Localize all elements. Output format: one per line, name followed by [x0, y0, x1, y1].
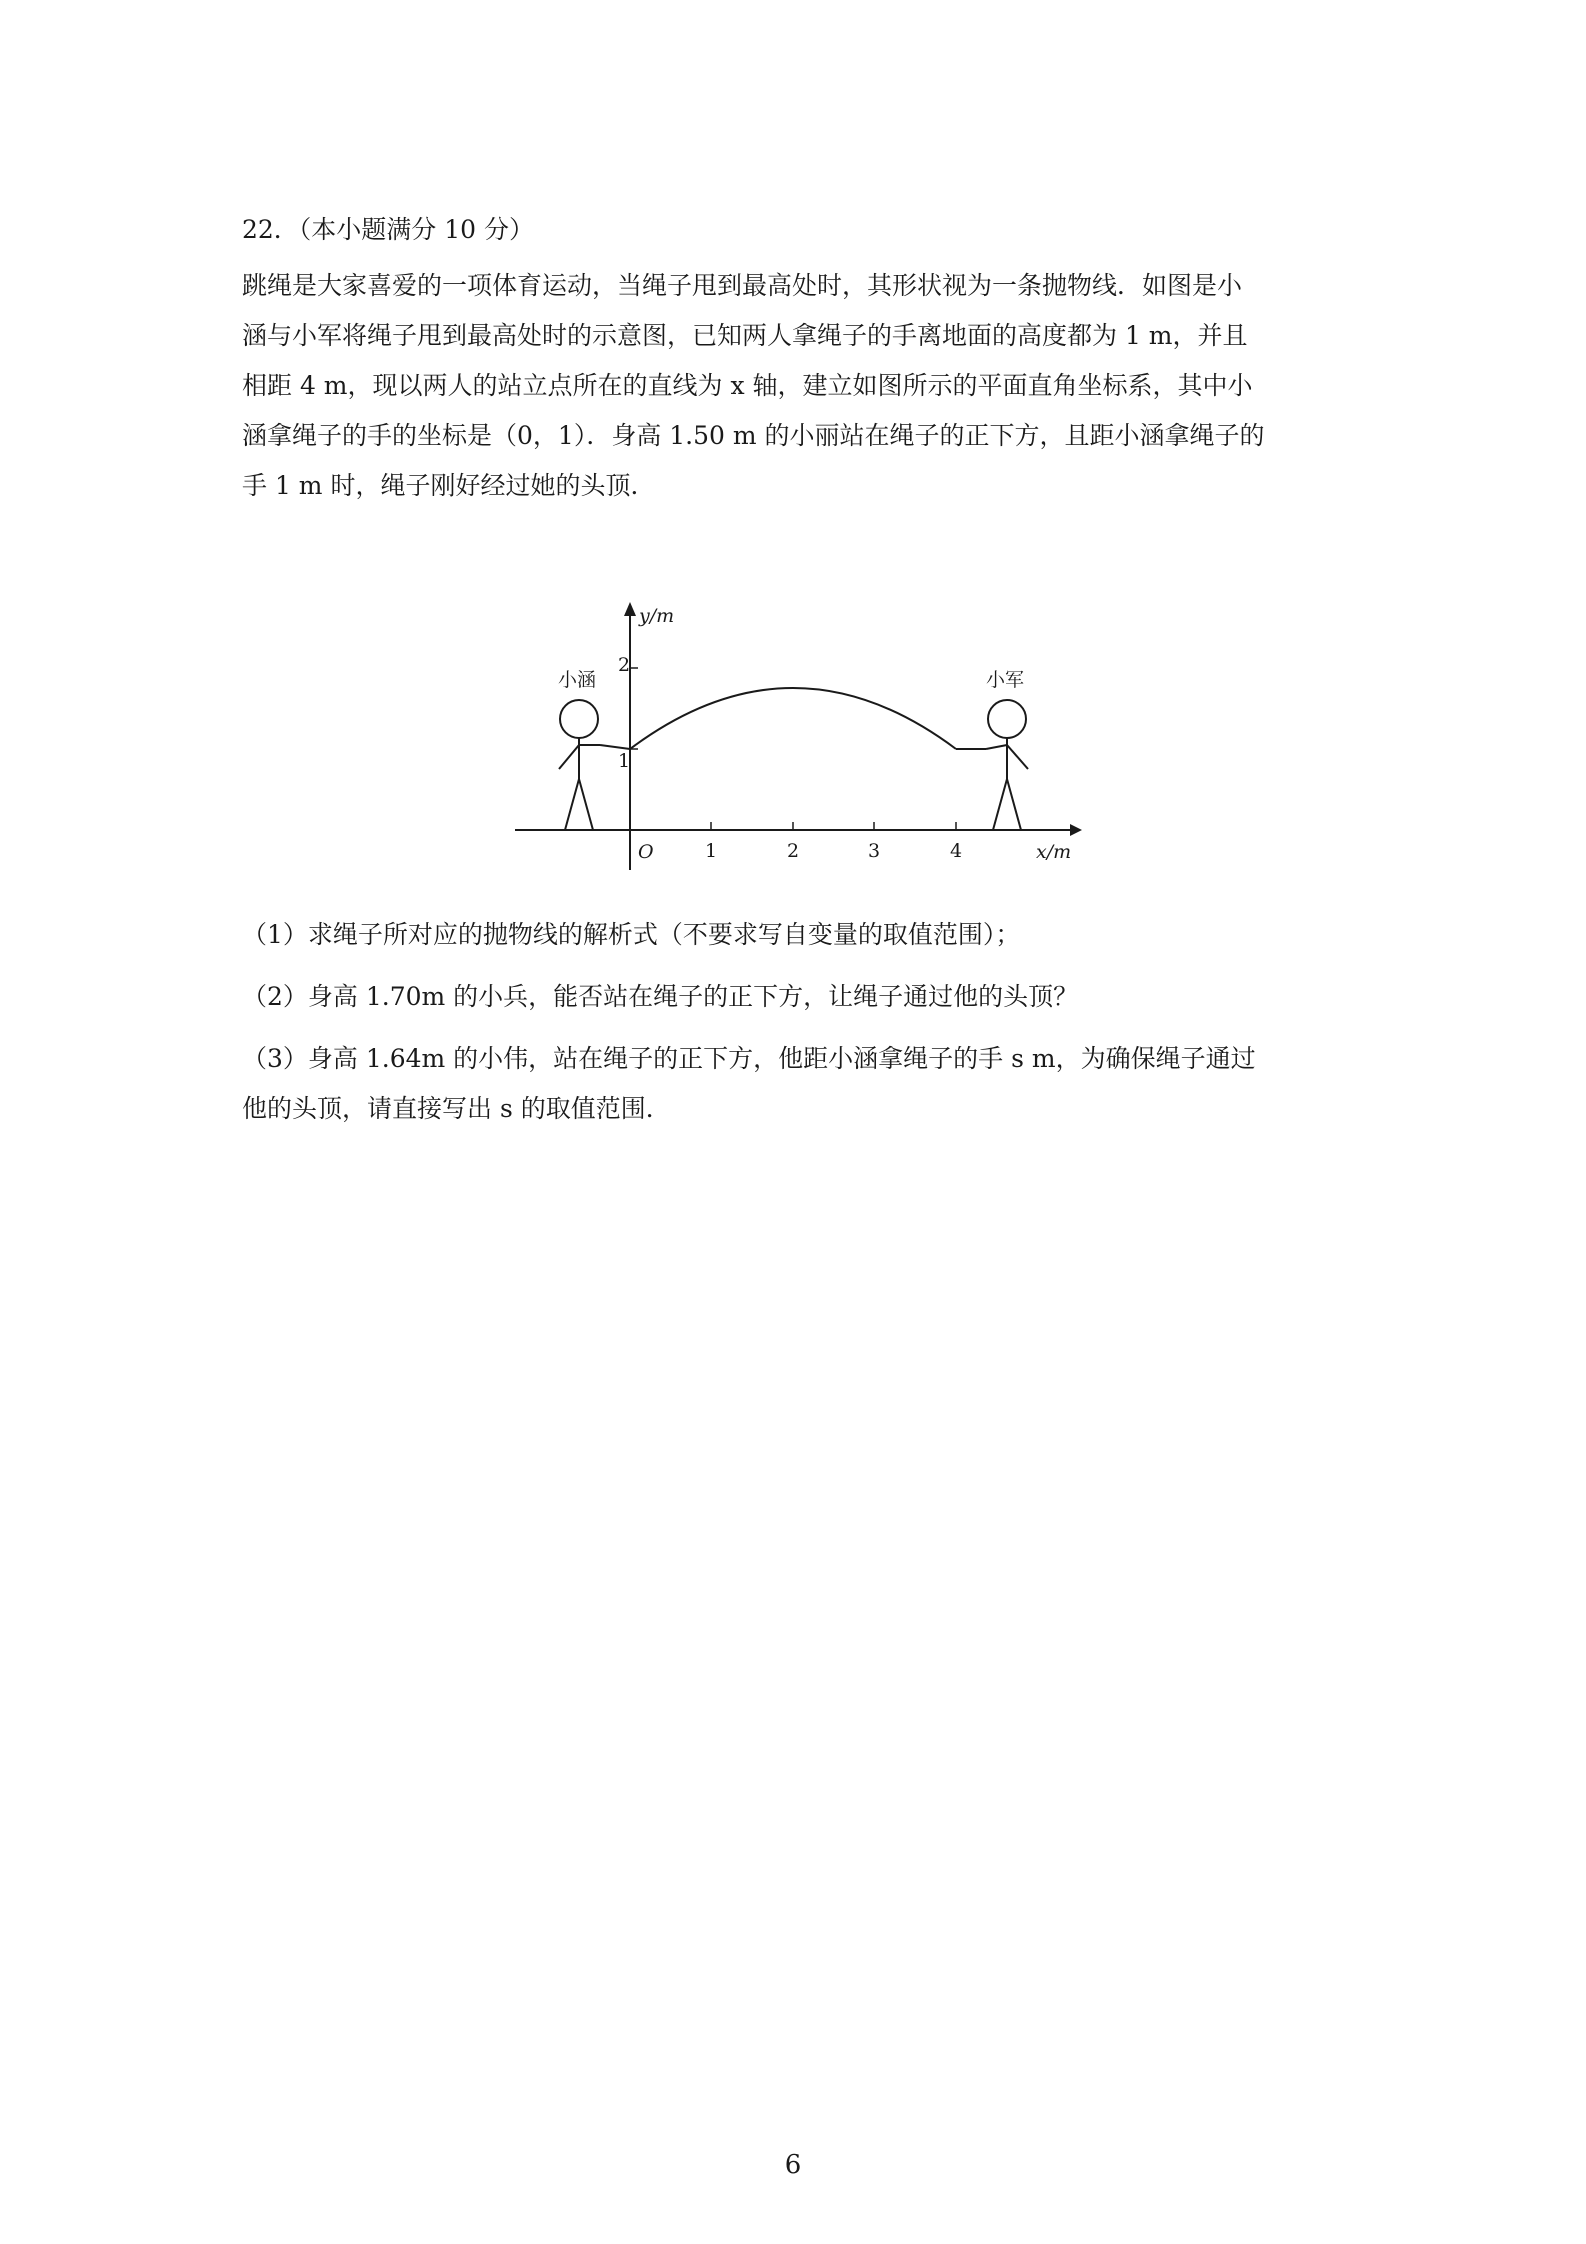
x-tick-label-3: 3	[868, 840, 881, 862]
problem-stem-line-3: 相距 4 m，现以两人的站立点所在的直线为 x 轴，建立如图所示的平面直角坐标系，其中小	[242, 371, 1253, 400]
problem-stem-line-5: 手 1 m 时，绳子刚好经过她的头顶．	[242, 471, 656, 500]
question-1: （1）求绳子所对应的抛物线的解析式（不要求写自变量的取值范围）；	[242, 920, 1021, 949]
x-axis-arrow	[1070, 824, 1082, 836]
x-tick-label-4: 4	[950, 840, 963, 862]
rope-parabola	[630, 688, 956, 749]
left-person-label: 小涵	[558, 669, 597, 691]
y-axis-label: y/m	[639, 605, 675, 627]
problem-22	[242, 205, 1357, 511]
question-3-line-1: （3）身高 1.64m 的小伟，站在绳子的正下方，他距小涵拿绳子的手 s m，为确保绳子通过	[242, 1044, 1256, 1073]
problem-stem-line-4: 涵拿绳子的手的坐标是（0，1）．身高 1.50 m 的小丽站在绳子的正下方，且距小涵拿绳子的	[242, 421, 1265, 450]
coordinate-diagram	[510, 600, 1090, 890]
y-tick-label-1: 1	[618, 750, 631, 772]
y-axis-arrow	[624, 602, 636, 616]
x-tick-label-1: 1	[705, 840, 718, 862]
x-tick-label-2: 2	[787, 840, 800, 862]
question-3-line-2: 他的头顶，请直接写出 s 的取值范围．	[242, 1094, 671, 1123]
right-person-label: 小军	[986, 669, 1025, 691]
jump-rope-figure	[510, 600, 1090, 890]
x-axis-label: x/m	[1036, 841, 1072, 863]
y-tick-label-2: 2	[618, 654, 631, 676]
problem-header: 22．（本小题满分 10 分）	[242, 215, 535, 244]
problem-stem-line-1: 跳绳是大家喜爱的一项体育运动，当绳子甩到最高处时，其形状视为一条抛物线．如图是小	[242, 271, 1243, 300]
origin-label: O	[638, 841, 654, 863]
question-2: （2）身高 1.70m 的小兵，能否站在绳子的正下方，让绳子通过他的头顶？	[242, 982, 1079, 1011]
page-number: 6	[784, 2150, 802, 2180]
right-stick-figure	[956, 700, 1028, 830]
problem-stem-line-2: 涵与小军将绳子甩到最高处时的示意图，已知两人拿绳子的手离地面的高度都为 1 m，并且	[242, 321, 1248, 350]
sub-questions	[242, 910, 1357, 1134]
